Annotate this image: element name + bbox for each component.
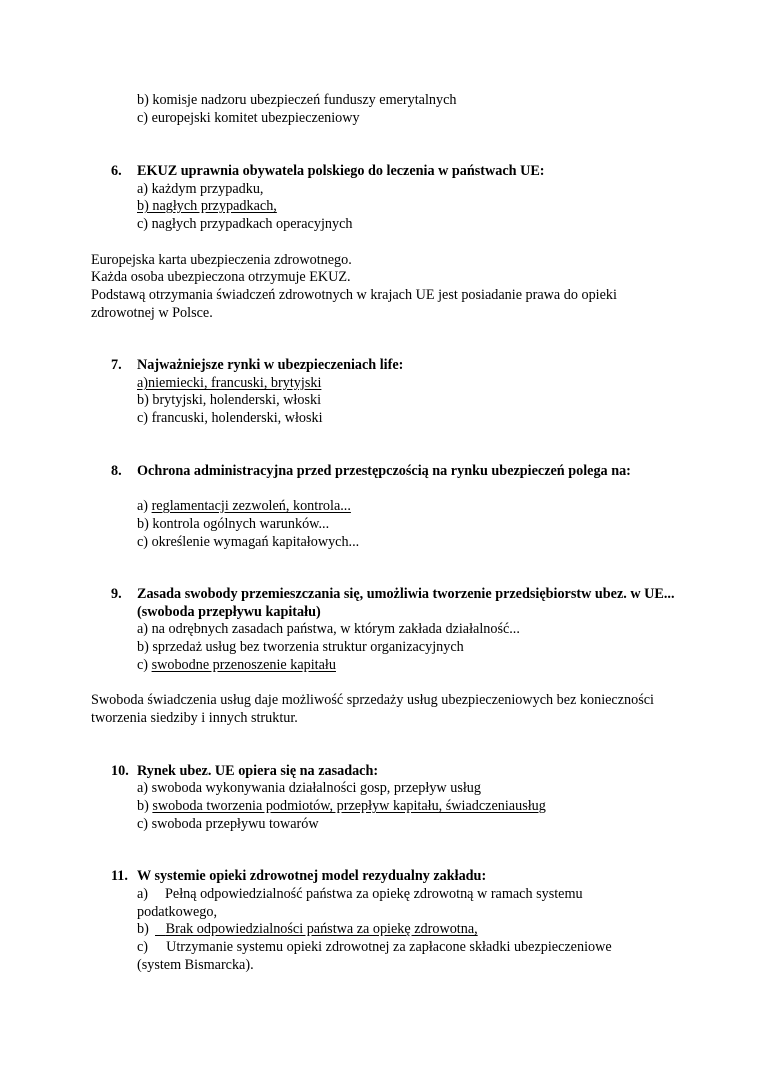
q8-answer-a-correct: reglamentacji zezwoleń, kontrola...: [151, 498, 351, 514]
note-9: Swoboda świadczenia usług daje możliwość sprzedaży usług ubezpieczeniowych bez konieczności tworzenia siedziby i innych struktur.: [91, 692, 654, 726]
q11-answer-b: [137, 920, 697, 938]
question-10-number: 10.: [111, 763, 129, 779]
q10-answer-a: a) swoboda wykonywania działalności gosp, przepływ usług: [137, 780, 481, 796]
q11-answer-b-label: b): [137, 921, 149, 937]
q8-answer-c: c) określenie wymagań kapitałowych...: [137, 534, 360, 550]
q10-answer-b-correct: swoboda tworzenia podmiotów, przepływ kapitału, świadczeniausług: [152, 798, 546, 814]
q9-answer-c-correct: swobodne przenoszenie kapitału: [151, 657, 336, 673]
note-6-line-2: Każda osoba ubezpieczona otrzymuje EKUZ.: [91, 269, 351, 285]
question-9-title: Zasada swobody przemieszczania się, umożliwia tworzenie przedsiębiorstw ubez. w UE... (swoboda przepływu kapitału): [137, 586, 675, 620]
q10-answer-b-label: b): [137, 798, 153, 814]
q7-answer-b: b) brytyjski, holenderski, włoski: [137, 392, 322, 408]
question-9-number: 9.: [111, 586, 122, 602]
q7-answer-c: c) francuski, holenderski, włoski: [137, 410, 323, 426]
question-8-number: 8.: [111, 463, 122, 479]
q8-answer-b: b) kontrola ogólnych warunków...: [137, 516, 330, 532]
q8-answer-a: [137, 497, 697, 515]
q11-answer-c-label: c): [137, 939, 149, 955]
q6-answer-b-correct: b) nagłych przypadkach,: [137, 198, 277, 214]
q9-answer-a: a) na odrębnych zasadach państwa, w którym zakłada działalność...: [137, 621, 520, 637]
question-11-title: W systemie opieki zdrowotnej model rezydualny zakładu:: [137, 868, 487, 884]
q11-answer-b-correct: Brak odpowiedzialności państwa za opiekę zdrowotna,: [165, 921, 478, 937]
question-6-title: EKUZ uprawnia obywatela polskiego do leczenia w państwach UE:: [137, 163, 545, 179]
q6-answer-a: a) każdym przypadku,: [137, 181, 264, 197]
q9-answer-c: [137, 656, 697, 674]
q6-answer-c: c) nagłych przypadkach operacyjnych: [137, 216, 353, 232]
answer-b: b) komisje nadzoru ubezpieczeń funduszy emerytalnych: [137, 92, 457, 108]
q7-answer-a-correct: a)niemiecki, francuski, brytyjski: [137, 375, 322, 391]
q11-answer-c: [137, 938, 657, 974]
q10-answer-b: [137, 797, 697, 815]
answer-c: c) europejski komitet ubezpieczeniowy: [137, 110, 360, 126]
q10-answer-c: c) swoboda przepływu towarów: [137, 816, 319, 832]
q11-answer-a: [137, 885, 657, 921]
question-7-title: Najważniejsze rynki w ubezpieczeniach life:: [137, 357, 404, 373]
question-6-number: 6.: [111, 163, 122, 179]
question-10-title: Rynek ubez. UE opiera się na zasadach:: [137, 763, 379, 779]
question-8-title: Ochrona administracyjna przed przestępczością na rynku ubezpieczeń polega na:: [137, 463, 631, 479]
note-6-line-3: Podstawą otrzymania świadczeń zdrowotnych w krajach UE jest posiadanie prawa do opieki zdrowotnej w Polsce.: [91, 287, 617, 321]
q11-answer-a-text: Pełną odpowiedzialność państwa za opiekę zdrowotną w ramach systemu podatkowego,: [137, 886, 583, 920]
question-11-number: 11.: [111, 868, 128, 884]
q8-answer-a-label: a): [137, 498, 152, 514]
question-7-number: 7.: [111, 357, 122, 373]
q9-answer-c-label: c): [137, 657, 152, 673]
note-6-line-1: Europejska karta ubezpieczenia zdrowotnego.: [91, 252, 352, 268]
q11-answer-c-text: Utrzymanie systemu opieki zdrowotnej za zapłacone składki ubezpieczeniowe (system Bismarcka).: [137, 939, 612, 973]
q11-answer-a-label: a): [137, 886, 149, 902]
q9-answer-b: b) sprzedaż usług bez tworzenia struktur organizacyjnych: [137, 639, 464, 655]
